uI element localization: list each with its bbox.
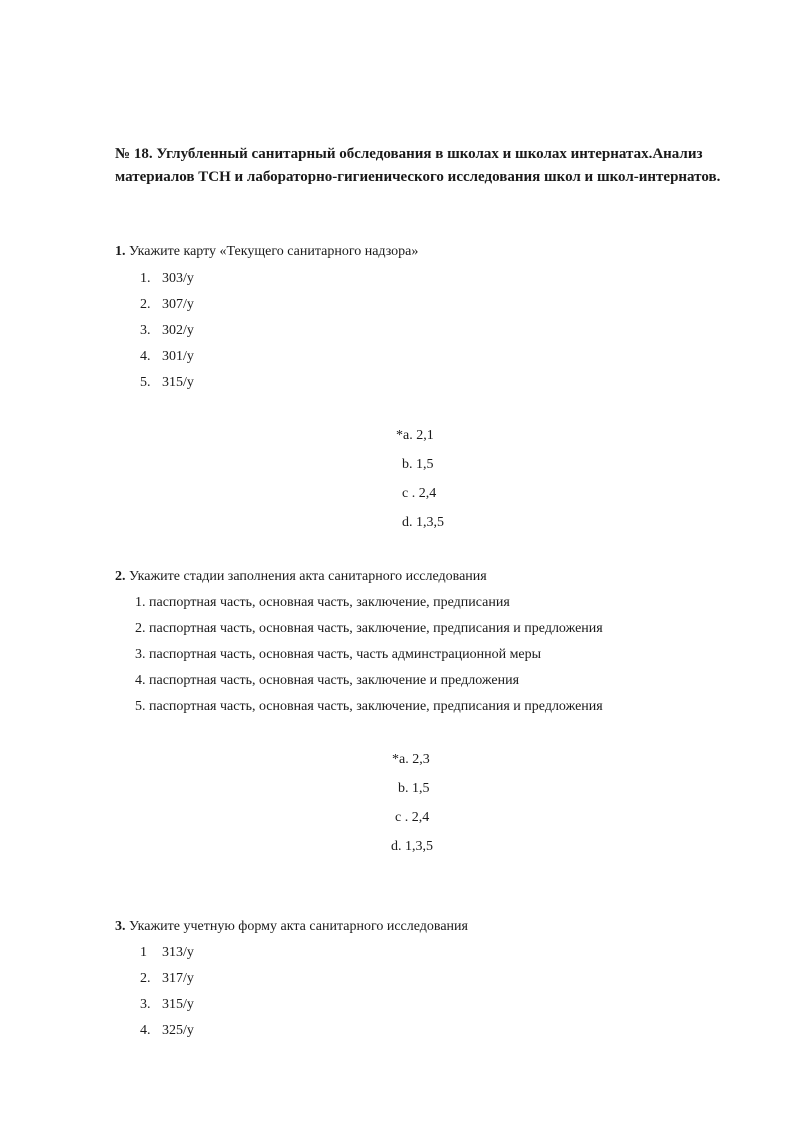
q2-option-3: 3. паспортная часть, основная часть, часть админстрационной меры: [135, 647, 542, 662]
question-3-text: Укажите учетную форму акта санитарного исследования: [125, 919, 468, 934]
q1-option-3: 3. 302/у: [140, 323, 194, 338]
question-3-number: 3.: [115, 919, 126, 934]
q1-option-1: 1. 303/у: [140, 271, 194, 286]
q3-option-2: 2. 317/у: [140, 971, 194, 986]
question-2: [115, 568, 487, 586]
q2-option-2: 2. паспортная часть, основная часть, заключение, предписания и предложения: [135, 621, 603, 636]
q1-answer-b: b. 1,5: [402, 457, 434, 472]
q2-answer-b: b. 1,5: [398, 781, 430, 796]
question-3: [115, 918, 468, 936]
q2-option-4: 4. паспортная часть, основная часть, заключение и предложения: [135, 673, 520, 688]
q1-answer-a: *а. 2,1: [396, 428, 434, 443]
q1-option-4: 4. 301/у: [140, 349, 194, 364]
question-2-number: 2.: [115, 569, 126, 584]
q1-option-2: 2. 307/у: [140, 297, 194, 312]
document-title: № 18. Углубленный санитарный обследования в школах и школах интернатах.Анализ материалов ТСН и лабораторно-гигиенического исследования школ и школ-интернатов.: [115, 146, 721, 185]
question-2-text: Укажите стадии заполнения акта санитарного исследования: [125, 569, 487, 584]
question-1: [115, 243, 418, 261]
q1-answer-d: d. 1,3,5: [402, 515, 444, 530]
question-1-text: Укажите карту «Текущего санитарного надзора»: [125, 244, 419, 259]
q2-answer-c: с . 2,4: [395, 810, 430, 825]
question-1-number: 1.: [115, 244, 126, 259]
q2-option-5: 5. паспортная часть, основная часть, заключение, предписания и предложения: [135, 699, 603, 714]
q2-answer-d: d. 1,3,5: [391, 839, 433, 854]
q3-option-3: 3. 315/у: [140, 997, 194, 1012]
q3-option-4: 4. 325/у: [140, 1023, 194, 1038]
q2-option-1: 1. паспортная часть, основная часть, заключение, предписания: [135, 595, 510, 610]
q2-answer-a: *а. 2,3: [392, 752, 430, 767]
q1-answer-c: с . 2,4: [402, 486, 437, 501]
q1-option-5: 5. 315/у: [140, 375, 194, 390]
q3-option-1: 1 313/у: [140, 945, 194, 960]
